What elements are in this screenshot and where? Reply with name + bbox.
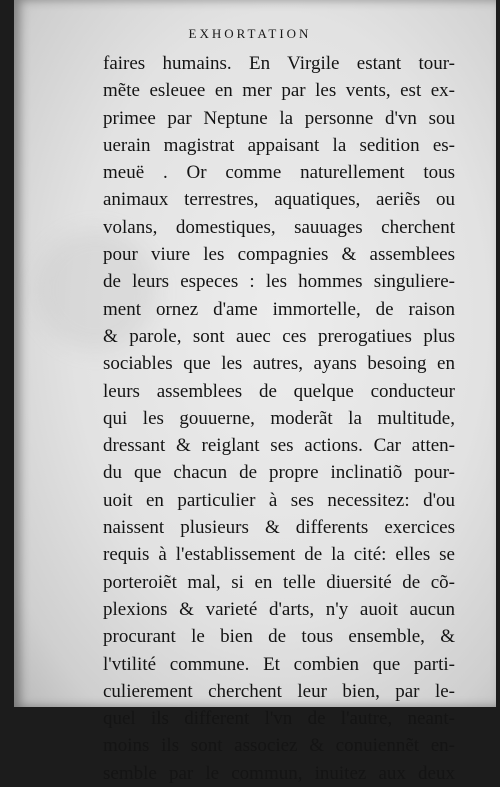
text-line: pour viure les compagnies & assemblees xyxy=(103,244,455,266)
text-line: quel ils different l'vn de l'autre, neant- xyxy=(103,708,455,730)
text-line: moins ils sont associez & conuiennẽt en- xyxy=(103,735,455,757)
text-line: plexions & varieté d'arts, n'y auoit aucun xyxy=(103,598,455,620)
text-line: ment ornez d'ame immortelle, de raison xyxy=(103,298,455,320)
text-line: dressant & reiglant ses actions. Car atten- xyxy=(103,435,455,457)
running-head: EXHORTATION xyxy=(188,26,312,41)
text-line: porteroiẽt mal, si en telle diuersité de cõ- xyxy=(103,571,455,593)
text-line: leurs assemblees de quelque conducteur xyxy=(103,380,455,402)
text-line: meuë . Or comme naturellement tous xyxy=(103,162,455,184)
text-line: qui les gouuerne, moderãt la multitude, xyxy=(103,407,455,429)
text-line: du que chacun de propre inclinatiõ pour- xyxy=(103,462,455,484)
text-line: uerain magistrat appaisant la sedition es- xyxy=(103,134,455,156)
text-line: naissent plusieurs & differents exercices xyxy=(103,517,455,539)
text-line: semble par le commun, inuitez aux deux xyxy=(103,762,455,784)
text-line: primee par Neptune la personne d'vn sou xyxy=(103,107,455,129)
body-text xyxy=(103,50,455,787)
text-line: volans, domestiques, sauuages cherchent xyxy=(103,216,455,238)
text-line: uoit en particulier à ses necessitez: d'ou xyxy=(103,489,455,511)
text-line: requis à l'establissement de la cité: elles se xyxy=(103,544,455,566)
text-line: animaux terrestres, aquatiques, aeriẽs ou xyxy=(103,189,455,211)
text-line: mẽte esleuee en mer par les vents, est ex- xyxy=(103,80,455,102)
text-line: culierement cherchent leur bien, par le- xyxy=(103,680,455,702)
text-line: faires humains. En Virgile estant tour- xyxy=(103,53,455,74)
text-line: sociables que les autres, ayans besoing en xyxy=(103,353,455,375)
text-line: de leurs especes : les hommes singuliere- xyxy=(103,271,455,293)
text-line: l'vtilité commune. Et combien que parti- xyxy=(103,653,455,675)
text-line: procurant le bien de tous ensemble, & xyxy=(103,626,455,648)
text-line: & parole, sont auec ces prerogatiues plus xyxy=(103,325,455,347)
